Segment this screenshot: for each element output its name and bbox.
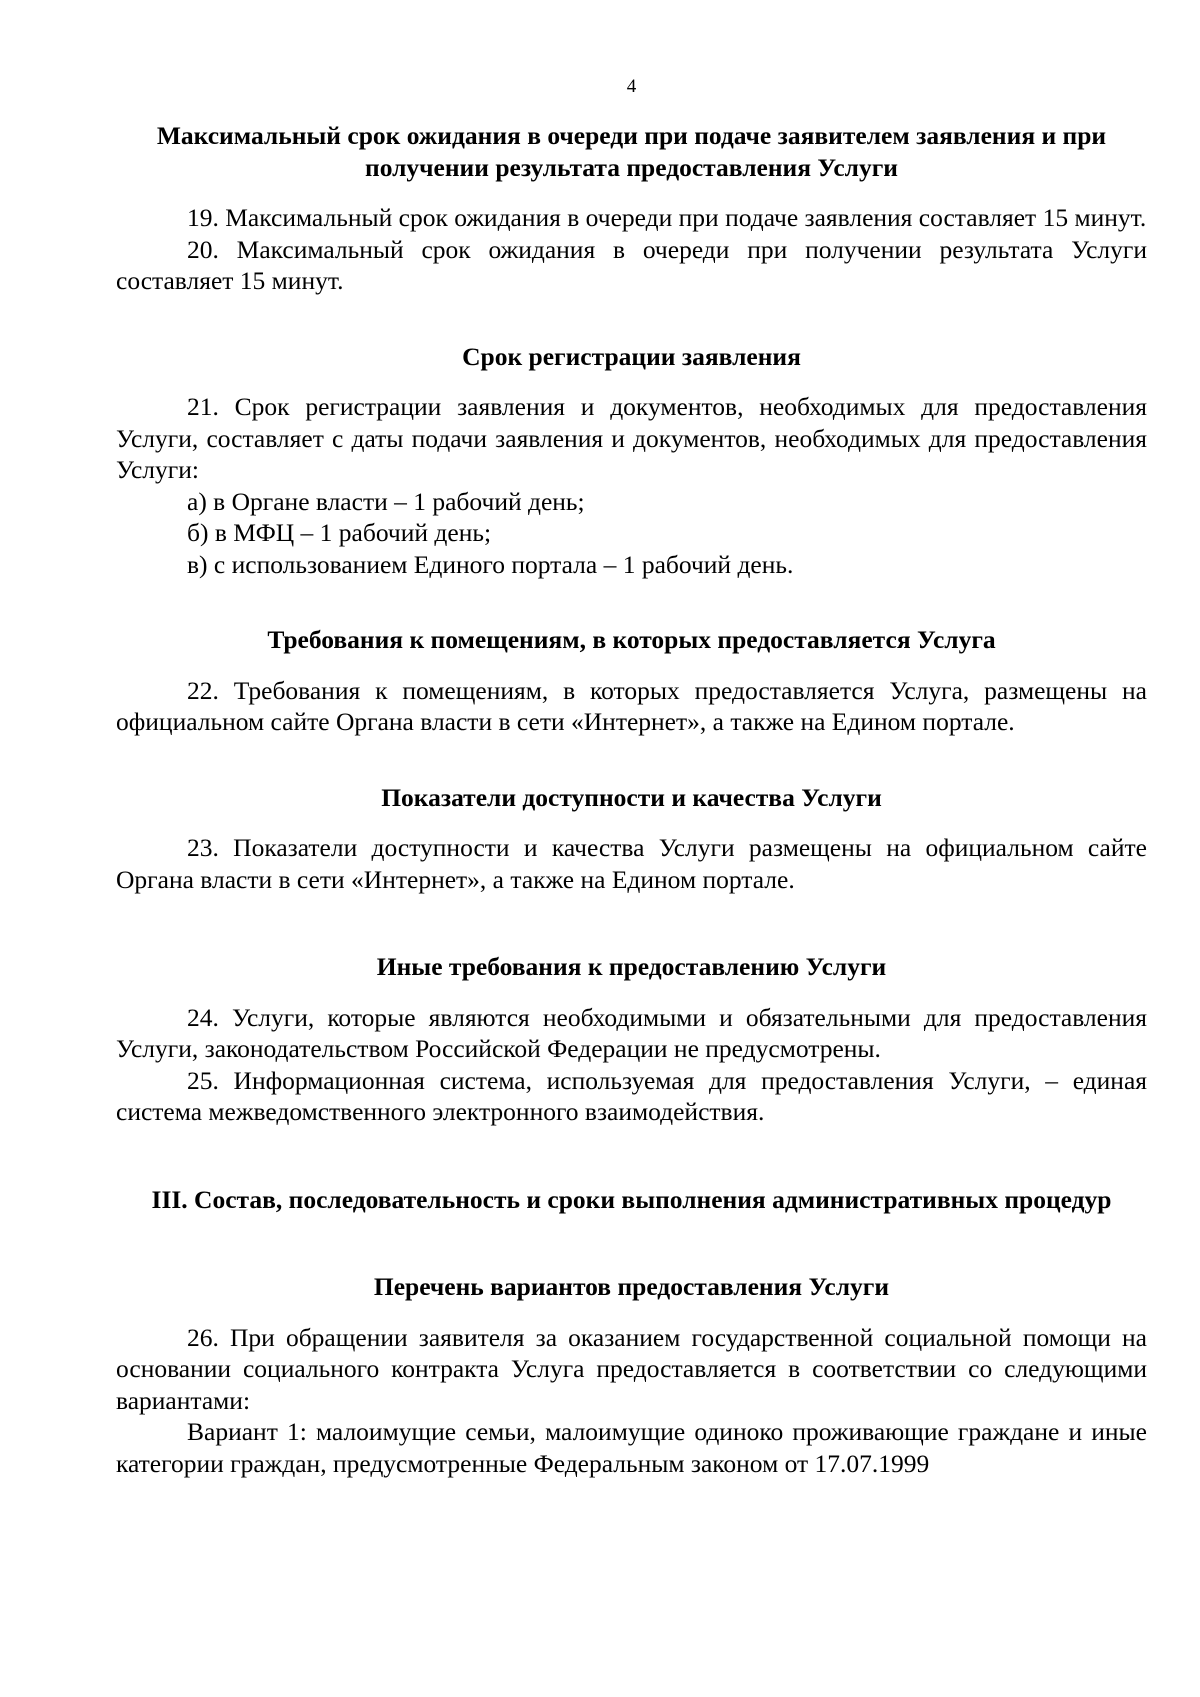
heading-queue-wait-time: Максимальный срок ожидания в очереди при подаче заявителем заявления и при получении результата предоставления Услуги (156, 121, 1107, 182)
heading-accessibility-indicators: Показатели доступности и качества Услуги (381, 782, 882, 812)
paragraph-20: 20. Максимальный срок ожидания в очереди при получении результата Услуги составляет 15 минут. (116, 234, 1147, 295)
paragraph-26: 26. При обращении заявителя за оказанием государственной социальной помощи на основании социального контракта Услуга предоставляется в соответствии со следующими вариантами: (116, 1322, 1147, 1415)
list-item-b: б) в МФЦ – 1 рабочий день; (187, 518, 492, 547)
chapter-heading-iii: III. Состав, последовательность и сроки выполнения административных процедур (151, 1184, 1112, 1214)
paragraph-21: 21. Срок регистрации заявления и документов, необходимых для предоставления Услуги, составляет с даты подачи заявления и документов, необходимых для предоставления Услуги: (116, 392, 1147, 484)
heading-service-variants: Перечень вариантов предоставления Услуги (373, 1272, 890, 1301)
heading-other-requirements: Иные требования к предоставлению Услуги (376, 952, 887, 981)
paragraph-19: 19. Максимальный срок ожидания в очереди при подаче заявления составляет 15 минут. (187, 203, 1147, 232)
paragraph-24: 24. Услуги, которые являются необходимыми и обязательными для предоставления Услуги, законодательством Российской Федерации не предусмотрены. (116, 1002, 1147, 1063)
heading-registration-term: Срок регистрации заявления (462, 341, 801, 371)
list-item-c: в) с использованием Единого портала – 1 рабочий день. (187, 549, 794, 579)
paragraph-variant-1: Вариант 1: малоимущие семьи, малоимущие одиноко проживающие граждане и иные категории граждан, предусмотренные Федеральным законом от 17.07.1999 (116, 1417, 1147, 1478)
paragraph-25: 25. Информационная система, используемая для предоставления Услуги, – единая система межведомственного электронного взаимодействия. (116, 1065, 1147, 1126)
paragraph-22: 22. Требования к помещениям, в которых предоставляется Услуга, размещены на официальном сайте Органа власти в сети «Интернет», а также на Едином портале. (116, 675, 1147, 736)
heading-premises-requirements: Требования к помещениям, в которых предоставляется Услуга (267, 625, 996, 654)
document-content (116, 120, 1147, 1479)
paragraph-23: 23. Показатели доступности и качества Услуги размещены на официальном сайте Органа власти в сети «Интернет», а также на Едином портале. (116, 833, 1147, 894)
page-number: 4 (626, 76, 637, 97)
list-item-a: а) в Органе власти – 1 рабочий день; (187, 486, 585, 516)
